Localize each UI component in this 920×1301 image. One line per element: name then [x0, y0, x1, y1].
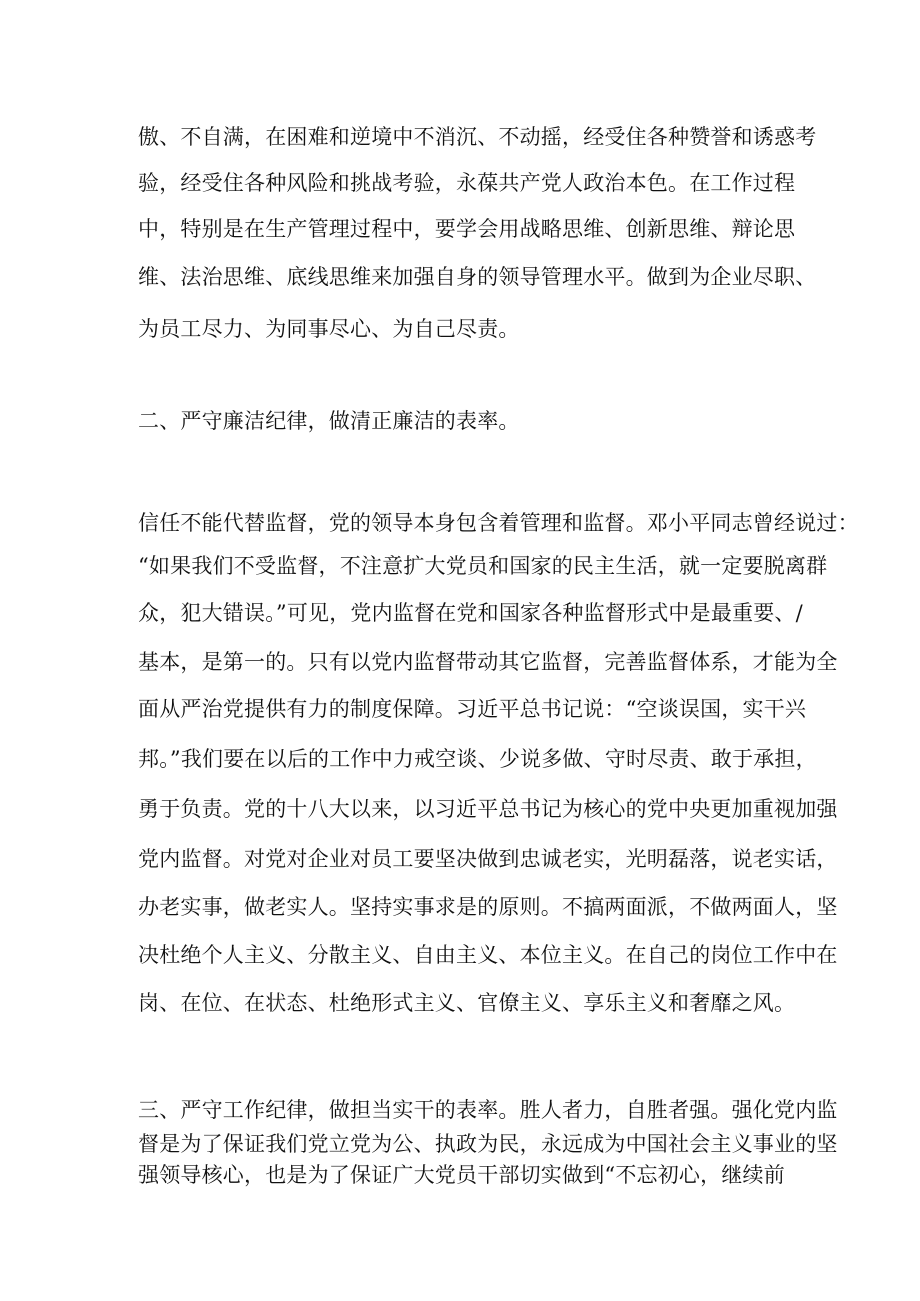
paragraph-2-line-7: 勇于负责。党的十八大以来，以习近平总书记为核心的党中央更加重视加强	[138, 797, 838, 821]
paragraph-2-line-3: 众，犯大错误。”可见，党内监督在党和国家各种监督形式中是最重要、/	[138, 601, 803, 625]
paragraph-2-line-6: 邦。”我们要在以后的工作中力戒空谈、少说多做、守时尽责、敢于承担，	[138, 747, 817, 771]
paragraph-1-line-5: 为员工尽力、为同事尽心、为自己尽责。	[138, 317, 520, 341]
paragraph-2-line-11: 岗、在位、在状态、杜绝形式主义、官僚主义、享乐主义和奢靡之风。	[138, 991, 796, 1015]
paragraph-2-line-8: 党内监督。对党对企业对员工要坚决做到忠诚老实，光明磊落，说老实话，	[138, 847, 838, 871]
paragraph-3-line-3: 强领导核心，也是为了保证广大党员干部切实做到“不忘初心，继续前	[138, 1163, 785, 1187]
paragraph-1-line-3: 中，特别是在生产管理过程中，要学会用战略思维、创新思维、辩论思	[138, 217, 796, 241]
paragraph-1-line-4: 维、法治思维、底线思维来加强自身的领导管理水平。做到为企业尽职、	[138, 265, 817, 289]
paragraph-2-line-5: 面从严治党提供有力的制度保障。习近平总书记说：“空谈误国，实干兴	[138, 697, 807, 721]
paragraph-1-line-2: 验，经受住各种风险和挑战考验，永葆共产党人政治本色。在工作过程	[138, 171, 796, 195]
paragraph-2-line-4: 基本，是第一的。只有以党内监督带动其它监督，完善监督体系，才能为全	[138, 650, 838, 674]
paragraph-2-line-1: 信任不能代替监督，党的领导本身包含着管理和监督。邓小平同志曾经说过：	[138, 511, 859, 535]
paragraph-2-line-10: 决杜绝个人主义、分散主义、自由主义、本位主义。在自己的岗位工作中在	[138, 943, 838, 967]
paragraph-3-line-2: 督是为了保证我们党立党为公、执政为民，永远成为中国社会主义事业的坚	[138, 1132, 838, 1156]
section-heading-2: 二、严守廉洁纪律，做清正廉洁的表率。	[138, 409, 520, 433]
paragraph-2-line-2: “如果我们不受监督，不注意扩大党员和国家的民主生活，就一定要脱离群	[138, 554, 828, 578]
paragraph-2-line-9: 办老实事，做老实人。坚持实事求是的原则。不搞两面派，不做两面人，坚	[138, 895, 838, 919]
paragraph-1-line-1: 傲、不自满，在困难和逆境中不消沉、不动摇，经受住各种赞誉和诱惑考	[138, 125, 817, 149]
paragraph-3-line-1: 三、严守工作纪律，做担当实干的表率。胜人者力，自胜者强。强化党内监	[138, 1098, 838, 1122]
